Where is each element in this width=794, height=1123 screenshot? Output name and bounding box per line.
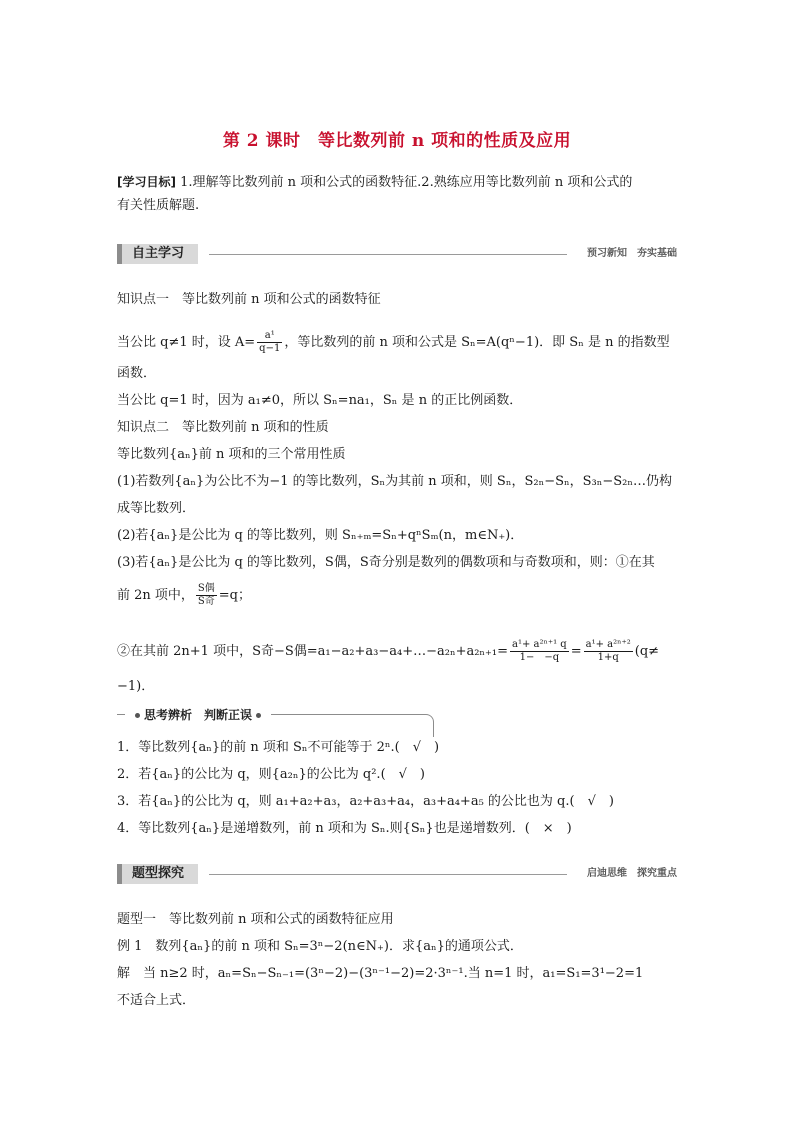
k1-line1: [117, 329, 682, 357]
learning-goals-text1: 1.理解等比数列前 n 项和公式的函数特征.2.熟练应用等比数列前 n 项和公式的: [180, 175, 633, 190]
k1-line1-b: ，等比数列的前 n 项和公式是 Sₙ=A(qⁿ−1)．即 Sₙ 是 n 的指数型: [284, 335, 670, 350]
k2-p3c-pre: ②在其前 2n+1 项中，S奇−S偶=a₁−a₂+a₃−a₄+…−a₂ₙ+a₂ₙ₊₁=: [117, 644, 509, 659]
knowledge-point-1-heading: 知识点一 等比数列前 n 项和公式的函数特征: [117, 292, 381, 307]
section-subtitle-question-types: 启迪思维 探究重点: [587, 868, 677, 879]
k2-property3-line3: [117, 634, 682, 670]
solution-line1: 解 当 n≥2 时，aₙ=Sₙ−Sₙ₋₁=(3ⁿ−2)−(3ⁿ⁻¹−2)=2·3ⁿ⁻¹.当 n=1 时，a₁=S₁=3¹−2=1: [117, 966, 644, 981]
fraction-1: [510, 639, 569, 664]
fraction-2: [584, 639, 633, 664]
judge-item-1: 1．等比数列{aₙ}的前 n 项和 Sₙ不可能等于 2ⁿ.( √ ): [117, 740, 440, 755]
k1-line2: 函数．: [117, 366, 157, 381]
fraction-numerator: a¹+ a²ⁿ⁺¹ q: [512, 639, 567, 650]
knowledge-point-2-heading: 知识点二 等比数列前 n 项和的性质: [117, 420, 329, 435]
section-divider: [209, 874, 567, 875]
k2-p3b-pre: 前 2n 项中，: [117, 588, 194, 603]
k2-property3-line4: −1)．: [117, 679, 155, 694]
k2-property2: (2)若{aₙ}是公比为 q 的等比数列，则 Sₙ₊ₘ=Sₙ+qⁿSₘ(n，m∈N₊)．: [117, 528, 524, 543]
think-discern-box: [117, 708, 434, 737]
k1-line1-a: 当公比 q≠1 时，设 A=: [117, 335, 256, 350]
k2-property1-line2: 成等比数列．: [117, 501, 196, 516]
section-tab-self-study: 自主学习: [117, 244, 198, 264]
section-header-self-study: [117, 244, 677, 264]
fraction-denominator: q−1: [259, 343, 281, 354]
k2-property1-line1: (1)若数列{aₙ}为公比不为−1 的等比数列，Sₙ为其前 n 项和，则 Sₙ，S₂ₙ−Sₙ，S₃ₙ−S₂ₙ…仍构: [117, 474, 672, 489]
judge-item-2: 2．若{aₙ}的公比为 q，则{a₂ₙ}的公比为 q².( √ ): [117, 767, 425, 782]
example-1: 例 1 数列{aₙ}的前 n 项和 Sₙ=3ⁿ−2(n∈N₊)．求{aₙ}的通项公式．: [117, 939, 523, 954]
learning-goals-line2: 有关性质解题.: [117, 198, 200, 213]
section-divider: [209, 254, 567, 255]
fraction-numerator: a¹+ a²ⁿ⁺²: [585, 639, 631, 650]
k2-p3c-eq: =: [570, 644, 582, 659]
fraction-a1-over-q-minus-1: [257, 330, 282, 355]
section-tab-question-types: 题型探究: [117, 864, 198, 884]
learning-goals-tag: [学习目标]: [117, 175, 176, 189]
judge-item-3: 3．若{aₙ}的公比为 q，则 a₁+a₂+a₃，a₂+a₃+a₄，a₃+a₄+a₅ 的公比也为 q.( √ ): [117, 794, 614, 809]
fraction-denominator: S奇: [197, 596, 215, 607]
judge-item-4: 4．等比数列{aₙ}是递增数列，前 n 项和为 Sₙ.则{Sₙ}也是递增数列．( × ): [117, 821, 572, 836]
solution-line2: 不适合上式．: [117, 993, 196, 1008]
k2-p3c-post: (q≠: [634, 644, 660, 659]
bullet-dot-icon: [256, 713, 261, 718]
fraction-s-even-over-s-odd: [196, 583, 217, 608]
section-header-question-types: [117, 864, 677, 884]
section-subtitle-self-study: 预习新知 夯实基础: [587, 248, 677, 259]
learning-goals-line1: [117, 172, 682, 193]
fraction-numerator: S偶: [197, 583, 215, 594]
k2-property3-line2: [117, 580, 682, 612]
question-type-1-heading: 题型一 等比数列前 n 项和公式的函数特征应用: [117, 912, 394, 927]
k2-intro: 等比数列{aₙ}前 n 项和的三个常用性质: [117, 447, 346, 462]
lesson-title: 第 2 课时 等比数列前 n 项和的性质及应用: [222, 131, 572, 151]
think-discern-label: [125, 706, 271, 723]
fraction-denominator: 1− −q: [519, 652, 560, 663]
k2-p3b-post: =q；: [218, 588, 251, 603]
k1-line3: 当公比 q=1 时，因为 a₁≠0，所以 Sₙ=na₁，Sₙ 是 n 的正比例函数．: [117, 393, 523, 408]
bullet-dot-icon: [135, 713, 140, 718]
fraction-numerator: a¹: [257, 330, 282, 343]
k2-property3-line1: (3)若{aₙ}是公比为 q 的等比数列，S偶，S奇分别是数列的偶数项和与奇数项和，则：①在其: [117, 555, 655, 570]
fraction-denominator: 1+q: [597, 652, 619, 663]
think-discern-text: 思考辨析 判断正误: [144, 708, 253, 722]
